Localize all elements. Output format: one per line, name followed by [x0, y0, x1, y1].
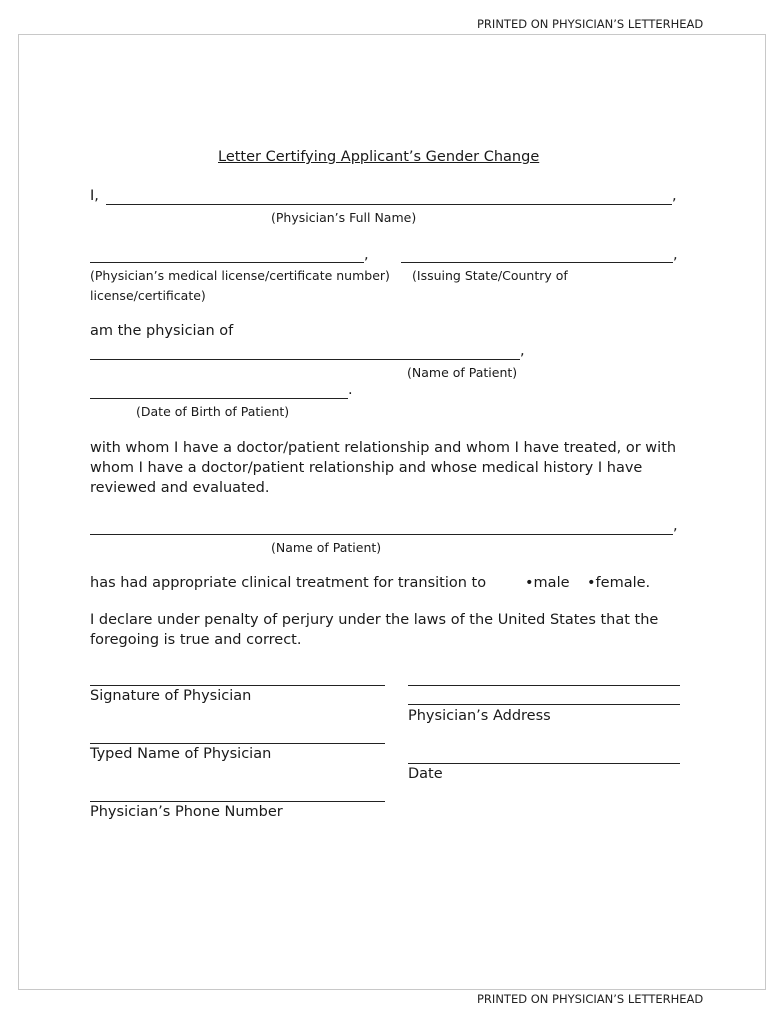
am-physician-of-text: am the physician of	[90, 323, 234, 339]
signature-field[interactable]	[90, 685, 385, 686]
issuing-label-line2: license/certificate)	[90, 288, 206, 303]
address-field-line-1[interactable]	[408, 685, 680, 686]
comma-5: ,	[673, 518, 678, 534]
address-field-line-2[interactable]	[408, 704, 680, 705]
period-1: .	[348, 382, 353, 398]
issuing-label-line1: (Issuing State/Country of	[412, 268, 568, 283]
patient-name-label-2: (Name of Patient)	[271, 540, 382, 555]
signature-label: Signature of Physician	[90, 688, 252, 704]
issuing-state-field[interactable]	[401, 262, 673, 263]
date-label: Date	[408, 766, 443, 782]
physician-name-field[interactable]	[106, 204, 672, 205]
patient-name-label: (Name of Patient)	[407, 365, 518, 380]
physician-name-label: (Physician’s Full Name)	[271, 210, 417, 225]
option-female[interactable]: •female.	[587, 575, 651, 591]
bottom-letterhead-note: PRINTED ON PHYSICIAN’S LETTERHEAD	[477, 992, 704, 1006]
intro-prefix: I,	[90, 188, 99, 204]
relationship-paragraph: with whom I have a doctor/patient relationship and whom I have treated, or with whom I have a doctor/patient relationship and whose medical history I have reviewed and evaluated.	[90, 440, 677, 496]
patient-name-field[interactable]	[90, 359, 520, 360]
comma-3: ,	[673, 247, 678, 263]
patient-name-field-2[interactable]	[90, 534, 673, 535]
page-frame	[18, 34, 766, 990]
comma-1: ,	[672, 188, 677, 204]
comma-4: ,	[520, 343, 525, 359]
comma-2: ,	[364, 247, 369, 263]
license-number-field[interactable]	[90, 262, 364, 263]
dob-field[interactable]	[90, 398, 348, 399]
transition-text: has had appropriate clinical treatment for transition to	[90, 575, 487, 591]
dob-label: (Date of Birth of Patient)	[136, 404, 290, 419]
date-field[interactable]	[408, 763, 680, 764]
typed-name-label: Typed Name of Physician	[90, 746, 272, 762]
phone-label: Physician’s Phone Number	[90, 804, 283, 820]
license-label: (Physician’s medical license/certificate number)	[90, 268, 390, 283]
option-male[interactable]: •male	[525, 575, 570, 591]
top-letterhead-note: PRINTED ON PHYSICIAN’S LETTERHEAD	[477, 17, 704, 31]
address-label: Physician’s Address	[408, 708, 551, 724]
typed-name-field[interactable]	[90, 743, 385, 744]
document-title: Letter Certifying Applicant’s Gender Change	[218, 149, 540, 165]
phone-field[interactable]	[90, 801, 385, 802]
declaration-paragraph: I declare under penalty of perjury under the laws of the United States that the foregoing is true and correct.	[90, 612, 659, 648]
